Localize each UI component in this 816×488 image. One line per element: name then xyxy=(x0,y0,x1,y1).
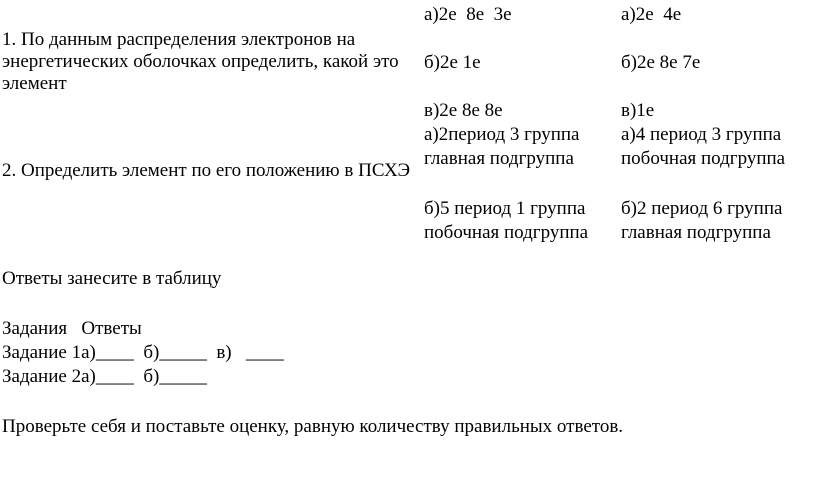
option-2a-col1-line1: а)2период 3 группа xyxy=(424,124,580,145)
question-1: 1. По данным распределения электронов на энергетических оболочках определить, какой это элемент xyxy=(2,29,399,94)
option-1a-col2: а)2е 4е xyxy=(621,4,682,25)
option-2a-col2-line1: а)4 период 3 группа xyxy=(621,124,782,145)
option-1a-col1: а)2е 8е 3е xyxy=(424,4,512,25)
option-2b-col1-line2: побочная подгруппа xyxy=(424,222,589,243)
option-2b-col2-line1: б)2 период 6 группа xyxy=(621,198,783,219)
question-2: 2. Определить элемент по его положению в ПСХЭ xyxy=(2,160,411,181)
option-2a-col1-line2: главная подгруппа xyxy=(424,148,574,169)
final-instruction: Проверьте себя и поставьте оценку, равную количеству правильных ответов. xyxy=(2,416,624,437)
answer-table-header: Задания Ответы xyxy=(2,318,142,339)
answer-row-1: Задание 1а)____ б)_____ в) ____ xyxy=(2,342,284,363)
option-2a-col2-line2: побочная подгруппа xyxy=(621,148,786,169)
option-1v-col1: в)2е 8е 8е xyxy=(424,100,503,121)
option-2b-col2-line2: главная подгруппа xyxy=(621,222,771,243)
instruction-text: Ответы занесите в таблицу xyxy=(2,268,222,289)
answer-row-2: Задание 2а)____ б)_____ xyxy=(2,366,207,387)
option-2b-col1-line1: б)5 период 1 группа xyxy=(424,198,586,219)
option-1v-col2: в)1е xyxy=(621,100,655,121)
option-1b-col1: б)2е 1е xyxy=(424,52,481,73)
option-1b-col2: б)2е 8е 7е xyxy=(621,52,701,73)
